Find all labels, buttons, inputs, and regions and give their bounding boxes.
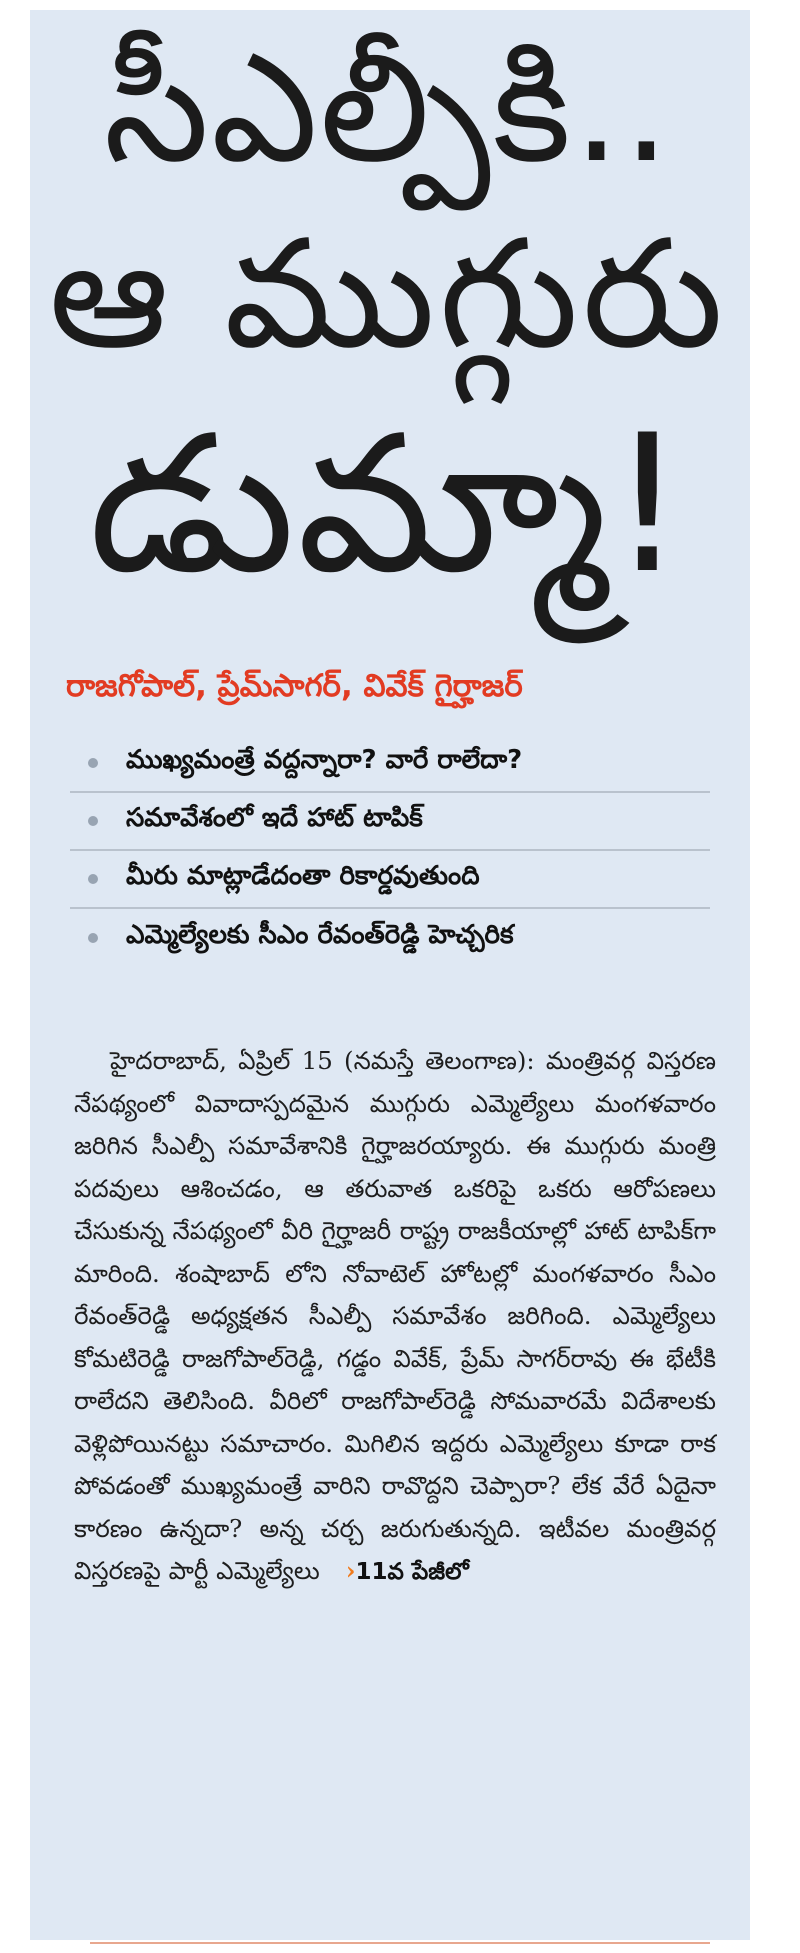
headline-line-2: ఆ ముగ్గురు (48, 208, 728, 382)
bottom-divider (90, 1942, 710, 1944)
bullet-list (70, 735, 710, 967)
continuation-arrow-icon: › (345, 1556, 356, 1585)
headline-line-3: డుమ్మా! (88, 394, 688, 615)
article-body-text: హైదరాబాద్, ఏప్రిల్ 15 (నమస్తే తెలంగాణ): మంత్రివర్గ విస్తరణ నేపథ్యంలో వివాదాస్పదమైన ముగ్గురు ఎమ్మెల్యేలు మంగళవారం జరిగిన సీఎల్పీ సమావేశానికి గైర్హాజరయ్యారు. ఈ ముగ్గురు మంత్రి పదవులు ఆశించడం, ఆ తరువాత ఒకరిపై ఒకరు ఆరోపణలు చేసుకున్న నేపథ్యంలో వీరి గైర్హాజరీ రాష్ట్ర రాజకీయాల్లో హాట్ టాపిక్‌గా మారింది. శంషాబాద్ లోని నోవాటెల్ హోటల్లో మంగళవారం సీఎం రేవంత్‌రెడ్డి అధ్యక్షతన సీఎల్పీ సమావేశం జరిగింది. ఎమ్మెల్యేలు కోమటిరెడ్డి రాజగోపాల్‌రెడ్డి, గడ్డం వివేక్, ప్రేమ్ సాగర్‌రావు ఈ భేటీకి రాలేదని తెలిసింది. వీరిలో రాజగోపాల్‌రెడ్డి సోమవారమే విదేశాలకు వెళ్లిపోయినట్టు సమాచారం. మిగిలిన ఇద్దరు ఎమ్మెల్యేలు కూడా రాక పోవడంతో ముఖ్యమంత్రే వారిని రావొద్దని చెప్పారా? లేక వేరే ఏదైనా కారణం ఉన్నదా? అన్న చర్చ జరుగుతున్నది. ఇటీవల మంత్రివర్గ విస్తరణపై పార్టీ ఎమ్మెల్యేలు (74, 1046, 716, 1585)
bullet-dot-icon (88, 758, 98, 768)
article-body (74, 1040, 716, 1594)
bullet-text: సమావేశంలో ఇదే హాట్ టాపిక్ (126, 803, 423, 833)
subtitle: రాజగోపాల్, ప్రేమ్‌సాగర్, వివేక్ గైర్హాజర్ (66, 668, 523, 704)
bullet-dot-icon (88, 816, 98, 826)
bullet-item (70, 909, 710, 967)
bullet-text: మీరు మాట్లాడేదంతా రికార్డవుతుంది (126, 861, 480, 891)
bullet-dot-icon (88, 874, 98, 884)
bullet-item (70, 851, 710, 909)
headline-line-1: సీఎల్పీకి.. (103, 22, 673, 196)
bullet-dot-icon (88, 933, 98, 943)
bullet-text: ముఖ్యమంత్రే వద్దన్నారా? వారే రాలేదా? (126, 745, 523, 775)
bullet-text: ఎమ్మెల్యేలకు సీఎం రేవంత్‌రెడ్డి హెచ్చరిక (126, 920, 514, 950)
bullet-item (70, 735, 710, 793)
continuation-link[interactable]: 11వ పేజీలో (355, 1559, 469, 1585)
bullet-item (70, 793, 710, 851)
